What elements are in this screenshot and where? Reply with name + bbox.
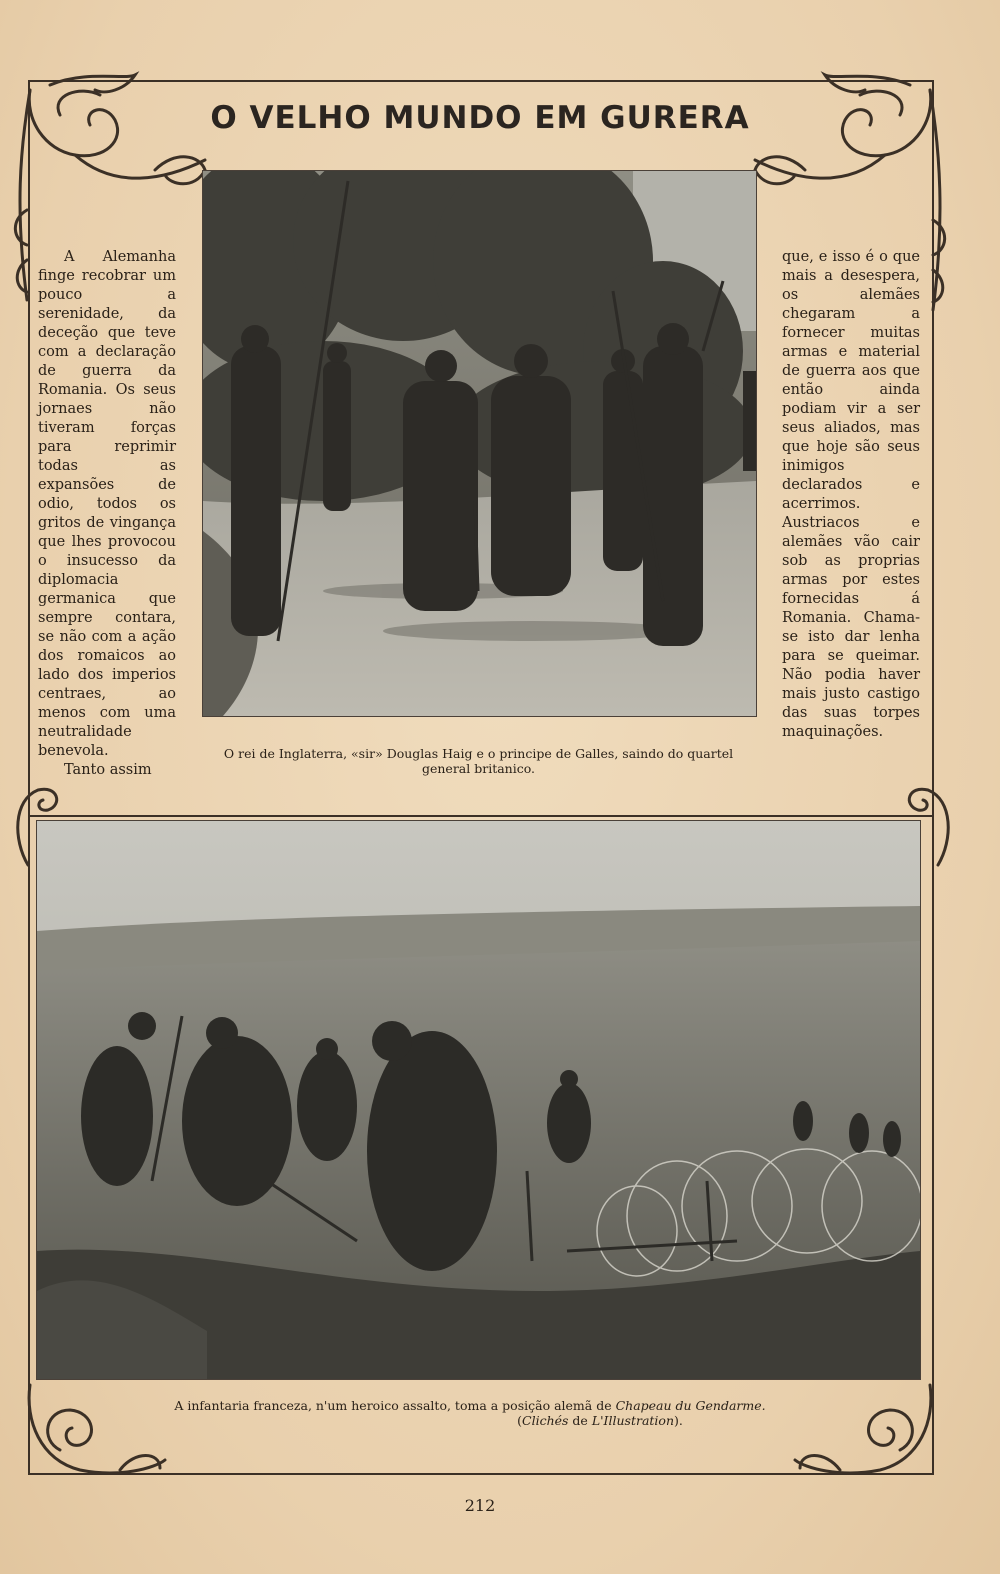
bottom-right-flourish-ornament [790, 1380, 940, 1490]
top-photo-caption [202, 746, 755, 776]
credit-open-paren: ( [517, 1413, 523, 1428]
page-number: 212 [464, 1496, 496, 1515]
frame-divider [28, 815, 934, 817]
top-photo-caption-text: O rei de Inglaterra, «sir» Douglas Haig e o principe de Galles, saindo do quartel general britanico. [223, 746, 734, 776]
left-column-text [38, 248, 176, 780]
credit-de: de [568, 1413, 592, 1428]
royal-visit-photo [202, 170, 757, 717]
right-column-text [782, 248, 920, 742]
article-title: O VELHO MUNDO EM GURERA [210, 100, 750, 136]
left-column-continuation: Tanto assim [64, 762, 152, 778]
credit-close-paren: ). [674, 1413, 683, 1428]
bottom-photo-caption [170, 1398, 770, 1428]
bottom-photo-caption-place: Chapeau du Gendarme. [615, 1398, 766, 1413]
credit-cliches: Clichés [522, 1413, 569, 1428]
bottom-left-flourish-ornament [20, 1380, 170, 1490]
infantry-assault-photo [36, 820, 921, 1380]
bottom-photo-caption-text: A infantaria franceza, n'um heroico assalto, toma a posição alemã de [174, 1398, 612, 1413]
photo-credit [517, 1413, 683, 1428]
right-column-paragraph: que, e isso é o que mais a desespera, os alemães chegaram a fornecer muitas armas e material de guerra aos que então ainda podiam vir a ser seus aliados, mas que hoje são seus inimigos declarados e acerrimos. Austriacos e alemães vão cair sob as proprias armas por estes fornecidas á Romania. Chama-se isto dar lenha para se queimar. Não podia haver mais justo castigo das suas torpes maquinações. [782, 249, 920, 740]
left-column-paragraph: A Alemanha finge recobrar um pouco a serenidade, da deceção que teve com a declaração de guerra da Romania. Os seus jornaes não tiveram forças para reprimir todas as expansões de odio, todos os gritos de vingança que lhes provocou o insucesso da diplomacia germanica que sempre contara, se não com a ação dos romaicos ao lado dos imperios centraes, ao menos com uma neutralidade benevola. [38, 249, 176, 759]
credit-illustration: L'Illustration [591, 1413, 674, 1428]
